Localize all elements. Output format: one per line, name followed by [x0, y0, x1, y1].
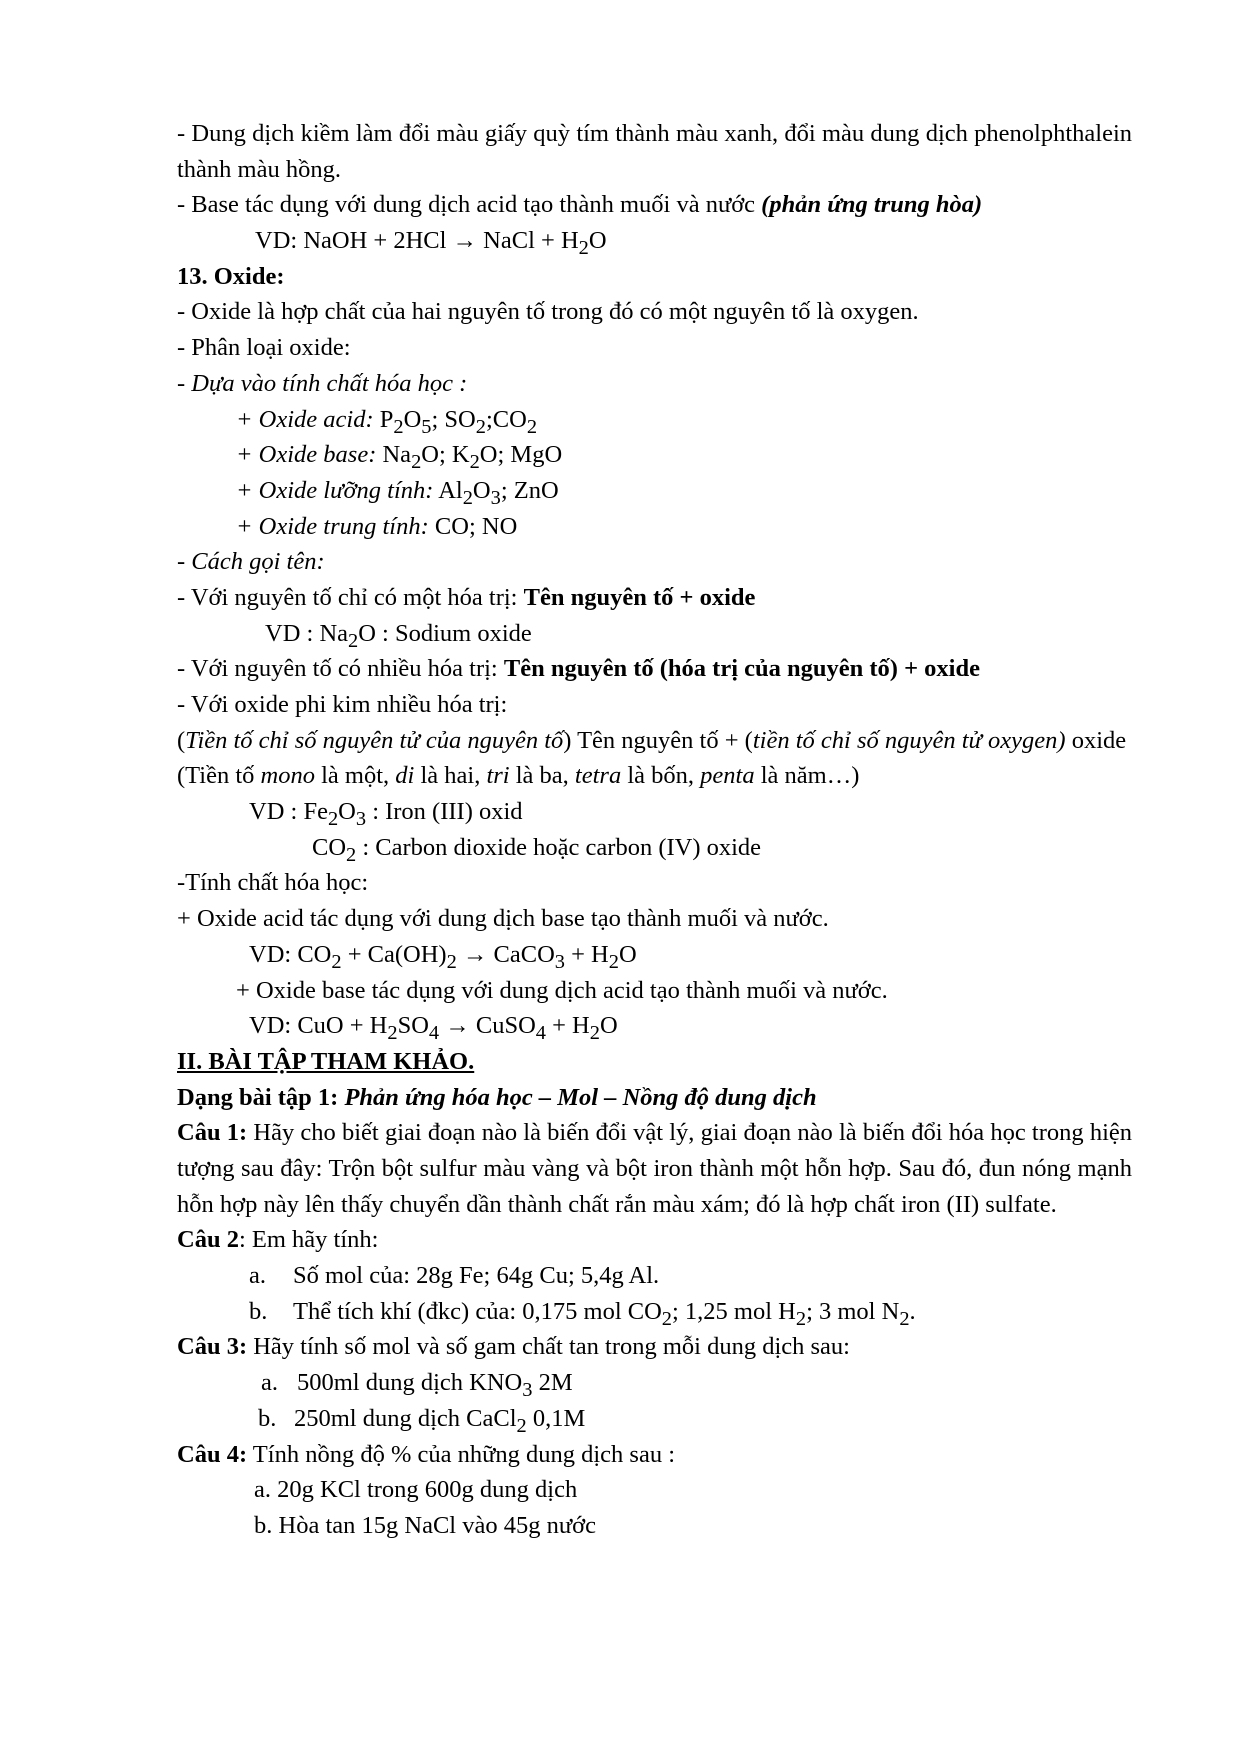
- text-run: là một,: [314, 762, 396, 790]
- subscript: 2: [469, 451, 480, 474]
- subscript: 2: [462, 486, 473, 509]
- text-run: VD: CuO + H: [249, 1012, 388, 1040]
- text-run: 500ml dung dịch KNO: [297, 1369, 523, 1397]
- text-run: CO: [312, 833, 347, 861]
- prefix-mono: mono: [260, 762, 315, 790]
- text-run: P: [373, 405, 394, 433]
- text-run: O: [599, 1012, 618, 1040]
- text-run: là năm…): [754, 762, 860, 790]
- text-run: ; 3 mol N: [806, 1297, 900, 1325]
- text-run: + H: [545, 1012, 590, 1040]
- text-run: là bốn,: [621, 762, 701, 790]
- question-4: [177, 1437, 1132, 1473]
- prefix-di: di: [395, 762, 415, 790]
- text-run: - Với nguyên tố có nhiều hóa trị:: [177, 655, 504, 683]
- subscript: 2: [795, 1307, 807, 1330]
- subscript: 2: [589, 1022, 600, 1045]
- text-run: O: [618, 940, 637, 968]
- subscript: 2: [578, 236, 589, 259]
- text-run: (Tiền tố: [177, 762, 261, 790]
- question-label: Câu 3:: [177, 1333, 248, 1361]
- text-run: ; 1,25 mol H: [671, 1297, 796, 1325]
- text-run: + H: [564, 940, 609, 968]
- oxide-classification-heading: - Phân loại oxide:: [177, 334, 351, 362]
- prefix-tetra: tetra: [574, 762, 622, 790]
- emphasis-run: (phản ứng trung hòa): [761, 191, 983, 219]
- text-run: 2M: [532, 1369, 573, 1397]
- text-run: + Ca(OH): [341, 940, 447, 968]
- base-indicator-paragraph: - Dung dịch kiềm làm đổi màu giấy quỳ tím thành màu xanh, đổi màu dung dịch phenolphthalein thành màu hồng.: [177, 120, 1132, 183]
- bold-run: Tên nguyên tố (hóa trị của nguyên tố) + oxide: [503, 655, 980, 683]
- neutralization-line: [177, 187, 1132, 223]
- text-run: oxide: [1065, 726, 1127, 754]
- text-run: 0,1M: [526, 1404, 586, 1432]
- naming-heading: - Cách gọi tên:: [177, 548, 325, 576]
- italic-run: tiền tố chỉ số nguyên tử oxygen): [752, 726, 1066, 754]
- bold-run: Tên nguyên tố + oxide: [523, 583, 756, 611]
- prefix-tri: tri: [486, 762, 510, 790]
- question-4b: b. Hòa tan 15g NaCl vào 45g nước: [254, 1511, 596, 1539]
- oxide-neutral-line: [177, 509, 1132, 545]
- label: + Oxide trung tính:: [236, 512, 429, 540]
- subscript: 2: [516, 1414, 527, 1437]
- document-page: [177, 116, 1132, 1544]
- subscript: 4: [428, 1022, 440, 1045]
- oxide-base-line: [177, 437, 1132, 473]
- prefix-list: [177, 758, 1132, 794]
- question-text: Hãy tính số mol và số gam chất tan trong mỗi dung dịch sau:: [247, 1333, 850, 1361]
- text-run: ;CO: [485, 405, 527, 433]
- text-run: (: [177, 726, 186, 754]
- example-co2-caoh2: [177, 937, 1132, 973]
- subscript: 2: [661, 1307, 672, 1330]
- subscript: 3: [490, 486, 501, 509]
- text-run: : Carbon dioxide hoặc carbon (IV) oxide: [356, 833, 762, 861]
- oxide-amphoteric-line: [177, 473, 1132, 509]
- label: + Oxide base:: [236, 441, 377, 469]
- subscript: 2: [608, 950, 619, 973]
- subscript: 2: [411, 451, 422, 474]
- text-run: - Với nguyên tố chỉ có một hóa trị:: [177, 583, 524, 611]
- text-run: 250ml dung dịch CaCl: [294, 1404, 517, 1432]
- text-run: là ba,: [509, 762, 575, 790]
- label: + Oxide acid:: [236, 405, 374, 433]
- text-run: VD: NaOH + 2HCl → NaCl + H: [255, 227, 579, 255]
- italic-run: Tiền tố chỉ số nguyên tử của nguyên tố: [185, 726, 564, 754]
- section-heading-oxide: 13. Oxide:: [177, 262, 285, 290]
- subscript: 2: [475, 415, 486, 438]
- question-text: : Em hãy tính:: [238, 1226, 379, 1254]
- question-2a: [177, 1258, 1132, 1294]
- question-2: [177, 1222, 1132, 1258]
- text-run: O: [588, 227, 607, 255]
- question-3a: [177, 1365, 1132, 1401]
- subscript: 5: [421, 415, 432, 438]
- text-run: : Iron (III) oxid: [366, 798, 523, 826]
- text-run: Al: [433, 476, 463, 504]
- text-run: ) Tên nguyên tố + (: [563, 726, 753, 754]
- text-run: ; ZnO: [500, 476, 559, 504]
- emphasis-run: Phản ứng hóa học – Mol – Nồng độ dung dịch: [344, 1083, 817, 1111]
- text-run: SO: [397, 1012, 429, 1040]
- question-text: Hãy cho biết giai đoạn nào là biến đổi vật lý, giai đoạn nào là biến đổi hóa học trong hiện tượng sau đây: Trộn bột sulfur màu vàng và bột iron thành một hỗn hợp. Sau đó, đun nóng mạnh hỗn hợp này lên thấy chuyển dần thành chất rắn màu xám; đó là hợp chất iron (II) sulfate.: [177, 1119, 1132, 1218]
- subscript: 4: [535, 1022, 546, 1045]
- label: + Oxide lưỡng tính:: [236, 476, 434, 504]
- by-chemical-property: - Dựa vào tính chất hóa học :: [177, 369, 468, 397]
- item-label: b.: [249, 1297, 268, 1325]
- subscript: 2: [327, 808, 339, 830]
- text-run: CO; NO: [428, 512, 518, 540]
- subscript: 2: [899, 1307, 910, 1330]
- prefix-penta: penta: [700, 762, 755, 790]
- text-run: VD : Na: [265, 619, 349, 647]
- subscript: 2: [346, 843, 357, 866]
- text-run: O: [403, 405, 422, 433]
- example-na2o: [177, 616, 1132, 652]
- question-label: Câu 2: [177, 1226, 239, 1254]
- question-text: Tính nồng độ % của những dung dịch sau :: [247, 1440, 676, 1468]
- item-label: a.: [261, 1369, 278, 1397]
- item-label: a.: [249, 1262, 266, 1290]
- subscript: 3: [522, 1379, 533, 1402]
- example-co2: [177, 830, 1132, 866]
- text-run: ; SO: [431, 405, 476, 433]
- acid-oxide-property: + Oxide acid tác dụng với dung dịch base tạo thành muối và nước.: [177, 905, 829, 933]
- text-run: O: [338, 798, 356, 826]
- subscript: 2: [348, 629, 359, 652]
- base-oxide-property: + Oxide base tác dụng với dung dịch acid tạo thành muối và nước.: [236, 976, 888, 1004]
- text-run: - Base tác dụng với dung dịch acid tạo thành muối và nước: [177, 191, 762, 219]
- text-run: O : Sodium oxide: [358, 619, 532, 647]
- prefix-rule: [177, 723, 1132, 759]
- example-cuo-h2so4: [177, 1008, 1132, 1044]
- item-text: Số mol của: 28g Fe; 64g Cu; 5,4g Al.: [293, 1262, 660, 1290]
- text-run: O; MgO: [479, 441, 563, 469]
- multi-valence-rule: [177, 651, 1132, 687]
- subscript: 3: [355, 808, 367, 830]
- nonmetal-oxide-heading: - Với oxide phi kim nhiều hóa trị:: [177, 691, 508, 719]
- chemical-properties-heading: -Tính chất hóa học:: [177, 869, 369, 897]
- question-label: Câu 4:: [177, 1440, 248, 1468]
- oxide-acid-line: [177, 402, 1132, 438]
- subscript: 3: [554, 950, 565, 973]
- oxide-definition: - Oxide là hợp chất của hai nguyên tố trong đó có một nguyên tố là oxygen.: [177, 298, 919, 326]
- text-run: O; K: [421, 441, 470, 469]
- subscript: 2: [446, 950, 457, 973]
- text-run: Thể tích khí (đkc) của: 0,175 mol CO: [293, 1297, 662, 1325]
- question-1: [177, 1115, 1132, 1222]
- example-fe2o3: [177, 794, 1132, 830]
- section-heading-exercises: II. BÀI TẬP THAM KHẢO.: [177, 1047, 475, 1075]
- text-run: O: [472, 476, 491, 504]
- subscript: 2: [393, 415, 404, 438]
- question-3b: [177, 1401, 1132, 1437]
- example-naoh: [177, 223, 1132, 259]
- text-run: .: [909, 1297, 916, 1325]
- question-label: Câu 1:: [177, 1119, 248, 1147]
- text-run: VD : Fe: [249, 798, 328, 826]
- question-3: [177, 1329, 1132, 1365]
- subscript: 2: [331, 950, 342, 973]
- question-2b: [177, 1294, 1132, 1330]
- subscript: 2: [526, 415, 538, 438]
- item-label: b.: [258, 1404, 277, 1432]
- question-4a: a. 20g KCl trong 600g dung dịch: [254, 1476, 578, 1504]
- subscript: 2: [387, 1022, 398, 1045]
- text-run: Na: [376, 441, 412, 469]
- exercise-type-1: [177, 1080, 1132, 1116]
- text-run: là hai,: [414, 762, 487, 790]
- text-run: VD: CO: [249, 940, 332, 968]
- single-valence-rule: [177, 580, 1132, 616]
- text-run: → CaCO: [456, 940, 555, 968]
- bold-run: Dạng bài tập 1:: [177, 1083, 345, 1111]
- text-run: → CuSO: [439, 1012, 536, 1040]
